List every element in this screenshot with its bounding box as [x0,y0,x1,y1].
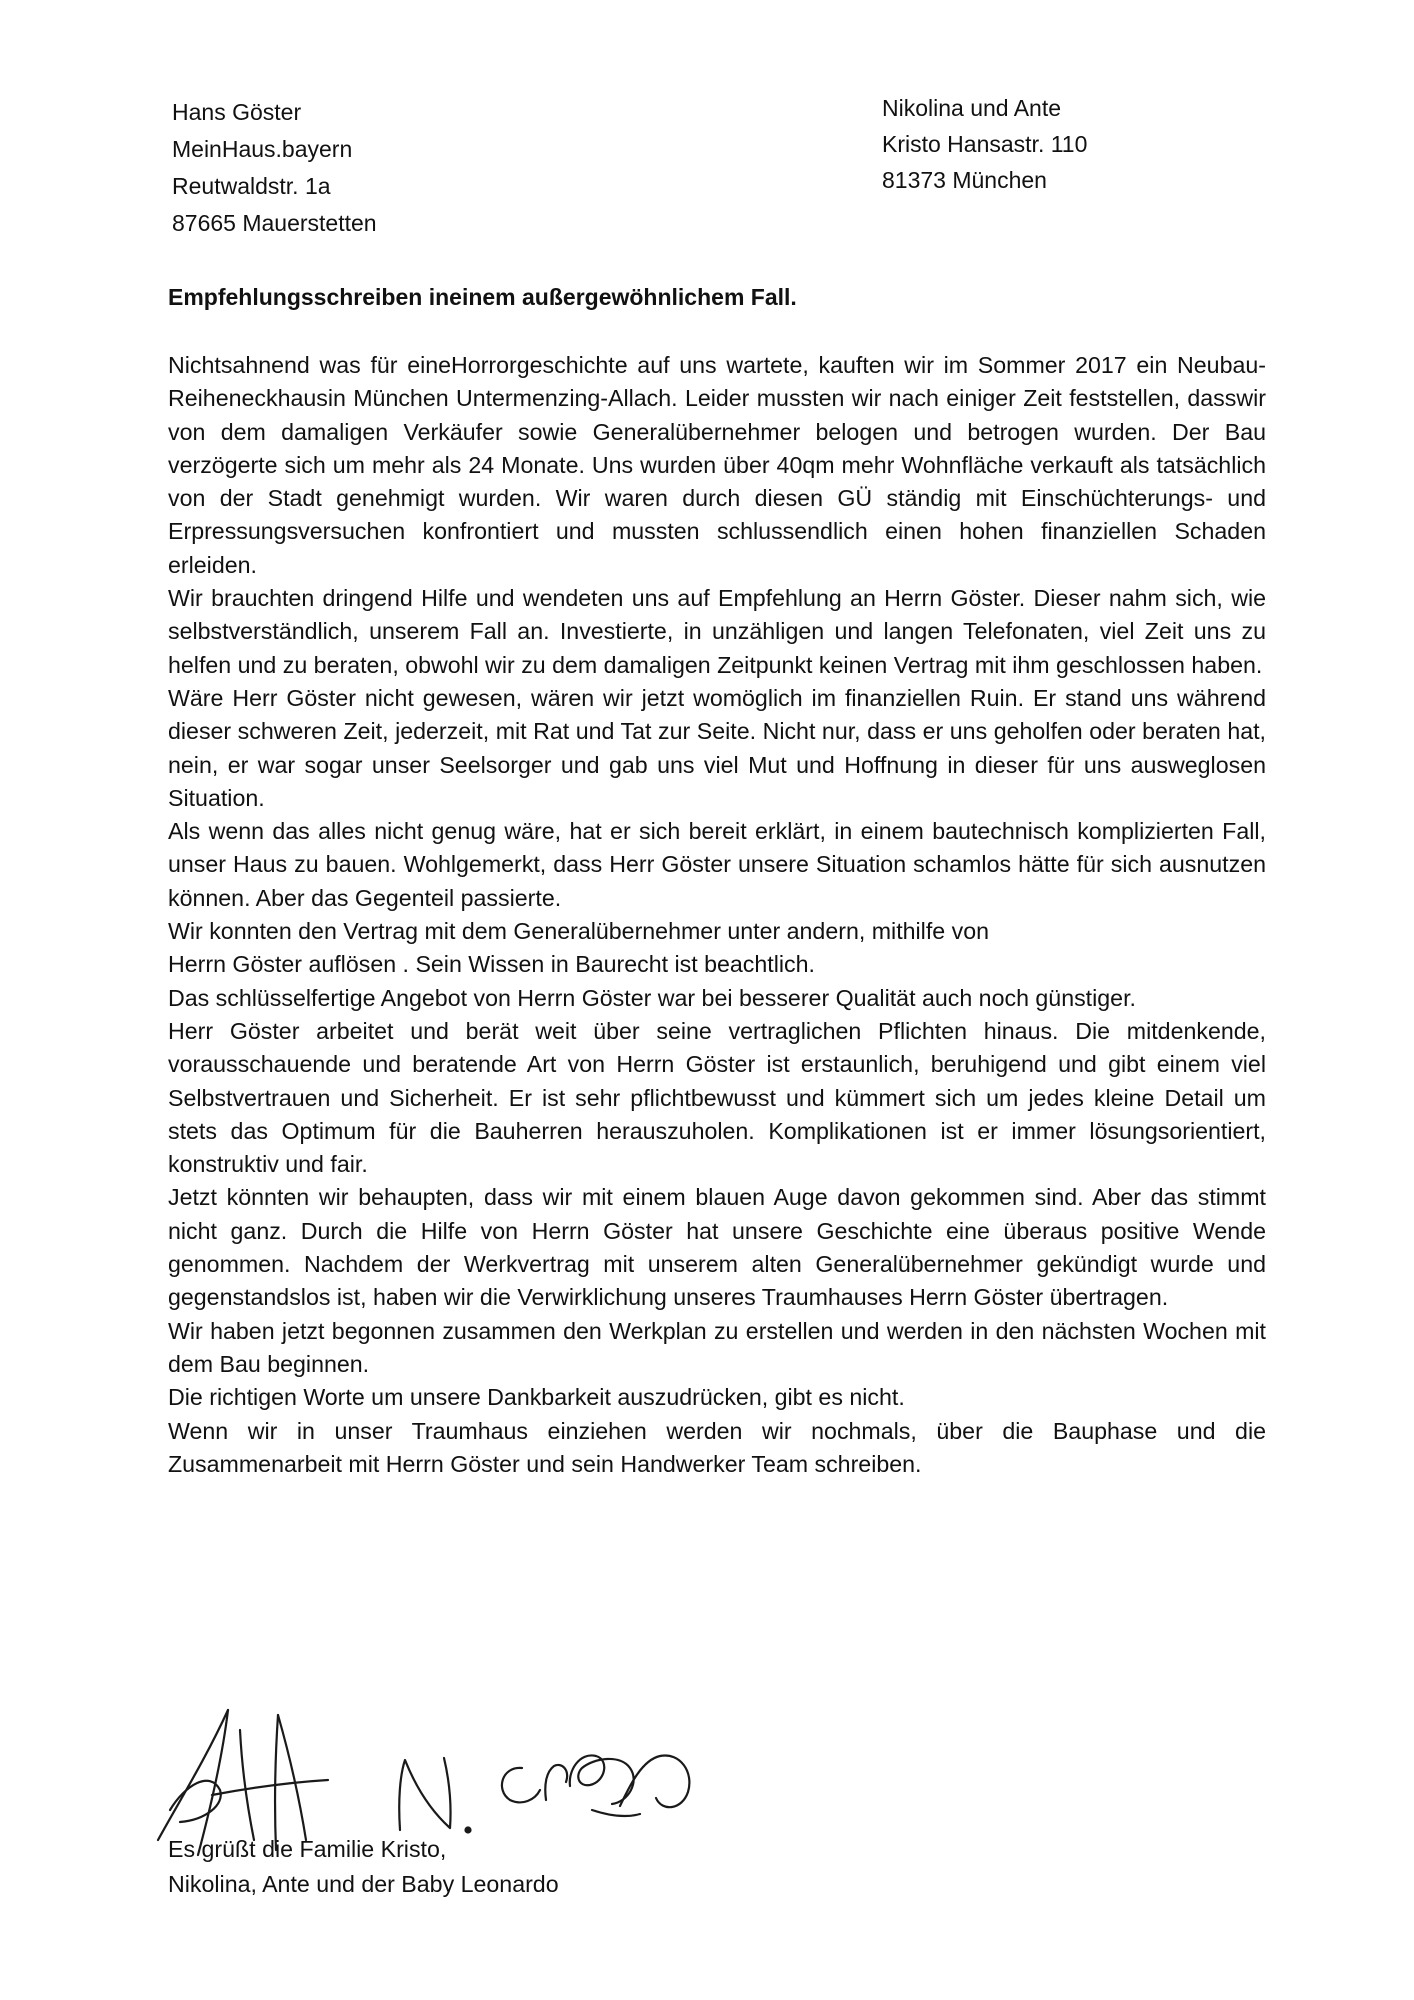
closing-names: Nikolina, Ante und der Baby Leonardo [168,1871,559,1897]
signature-stroke [170,1781,221,1822]
letter-closing [168,1832,559,1902]
paragraph-9: Jetzt könnten wir behaupten, dass wir mit einem blauen Auge davon gekommen sind. Aber das stimmt nicht ganz. Durch die Hilfe von Herrn Göster hat unsere Geschichte eine überaus positive Wende genommen. Nachdem der Werkvertrag mit unserem alten Generalübernehmer gekündigt wurde und gegenstandslos ist, haben wir die Verwirklichung unseres Traumhauses Herrn Göster übertragen. [168,1184,1266,1311]
letter-body [168,349,1266,1481]
paragraph-2: Wir brauchten dringend Hilfe und wendeten uns auf Empfehlung an Herrn Göster. Dieser nahm sich, wie selbstverständlich, unserem Fall an. Investierte, in unzähligen und langen Telefonaten, viel Zeit uns zu helfen und zu beraten, obwohl wir zu dem damaligen Zeitpunkt keinen Vertrag mit ihm geschlossen haben. [168,585,1266,678]
recipient-city: 81373 München [882,167,1047,193]
signature-stroke [212,1780,328,1795]
paragraph-1: Nichtsahnend was für eineHorrorgeschichte auf uns wartete, kauften wir im Sommer 2017 ein Neubau- Reiheneckhausin München Untermenzing-Allach. Leider mussten wir nach einiger Zeit feststellen, dasswir von dem damaligen Verkäufer sowie Generalübernehmer belogen und betrogen wurden. Der Bau verzögerte sich um mehr als 24 Monate. Uns wurden über 40qm mehr Wohnfläche verkauft als tatsächlich von der Stadt genehmigt wurden. Wir waren durch diesen GÜ ständig mit Einschüchterungs- und Erpressungsversuchen konfrontiert und mussten schlussendlich einen hohen finanziellen Schaden erleiden. [168,352,1266,578]
recipient-name: Nikolina und Ante [882,95,1062,121]
signature-stroke [399,1758,450,1830]
paragraph-7: Das schlüsselfertige Angebot von Herrn Göster war bei besserer Qualität auch noch günstiger. [168,984,1136,1011]
signature-stroke [592,1810,640,1816]
signature-stroke [240,1730,254,1840]
recipient-address [882,90,1087,198]
paragraph-12: Wenn wir in unser Traumhaus einziehen werden wir nochmals, über die Bauphase und die Zusammenarbeit mit Herrn Göster und sein Handwerker Team schreiben. [168,1417,1266,1477]
sender-company: MeinHaus.bayern [172,136,353,162]
sender-city: 87665 Mauerstetten [172,210,377,236]
paragraph-10: Wir haben jetzt begonnen zusammen den Werkplan zu erstellen und werden in den nächsten Wochen mit dem Bau beginnen. [168,1317,1266,1377]
sender-street: Reutwaldstr. 1a [172,173,331,199]
paragraph-4: Als wenn das alles nicht genug wäre, hat er sich bereit erklärt, in einem bautechnisch komplizierten Fall, unser Haus zu bauen. Wohlgemerkt, dass Herr Göster unsere Situation schamlos hätte für sich ausnutzen können. Aber das Gegenteil passierte. [168,818,1266,911]
recipient-street: Kristo Hansastr. 110 [882,131,1088,157]
sender-name: Hans Göster [172,99,302,125]
paragraph-8: Herr Göster arbeitet und berät weit über seine vertraglichen Pflichten hinaus. Die mitdenkende, vorausschauende und beratende Art von Herrn Göster ist erstaunlich, beruhigend und gibt einem viel Selbstvertrauen und Sicherheit. Er ist sehr pflichtbewusst und kümmert sich um jedes kleine Detail um stets das Optimum für die Bauherren herauszuholen. Komplikationen ist er immer lösungsorientiert, konstruktiv und fair. [168,1017,1266,1178]
letter-subject: Empfehlungsschreiben ineinem außergewöhnlichem Fall. [168,284,797,310]
paragraph-6: Herrn Göster auflösen . Sein Wissen in Baurecht ist beachtlich. [168,951,815,978]
closing-greeting: Es grüßt die Familie Kristo, [168,1836,447,1862]
paragraph-11: Die richtigen Worte um unsere Dankbarkeit auszudrücken, gibt es nicht. [168,1384,905,1411]
signature-stroke [620,1755,689,1807]
signature-stroke [278,1715,306,1840]
signature-stroke [545,1765,567,1800]
paragraph-5: Wir konnten den Vertrag mit dem Generalübernehmer unter andern, mithilfe von [168,918,990,945]
sender-address [172,94,377,242]
signature-stroke [502,1768,540,1803]
signature-stroke [275,1715,278,1850]
paragraph-3: Wäre Herr Göster nicht gewesen, wären wir jetzt womöglich im finanziellen Ruin. Er stand uns während dieser schweren Zeit, jederzeit, mit Rat und Tat zur Seite. Nicht nur, dass er uns geholfen oder beraten hat, nein, er war sogar unser Seelsorger und gab uns viel Mut und Hoffnung in dieser für uns ausweglosen Situation. [168,684,1266,811]
